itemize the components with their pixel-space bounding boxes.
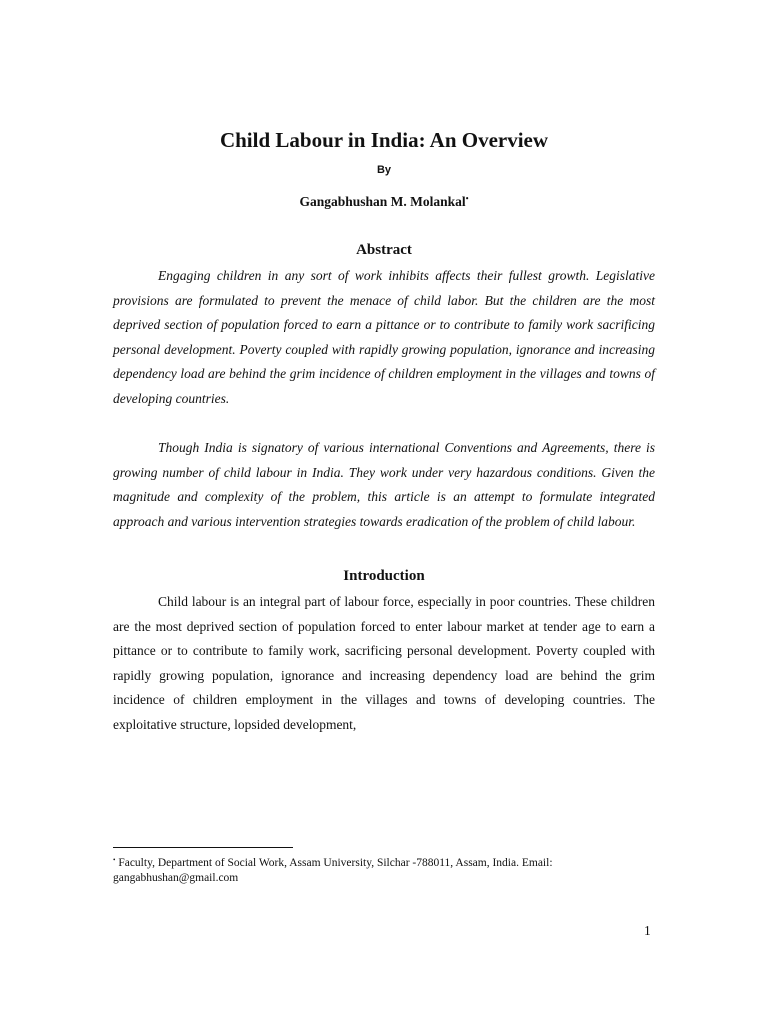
by-line: By [376, 164, 392, 176]
author-name: Gangabhushan M. Molankal [299, 194, 466, 209]
abstract-paragraph-2: Though India is signatory of various international Conventions and Agreements, there is growing number of child labour in India. They work under very hazardous conditions. Given the magnitude and complexity of the problem, this article is an attempt to formulate integrated approach and various intervention strategies towards eradication of the problem of child labour. [113, 440, 655, 529]
introduction-paragraph: Child labour is an integral part of labour force, especially in poor countries. These children are the most deprived section of population forced to enter labour market at tender age to earn a pittance or to contribute to family work, sacrificing personal development. Poverty coupled with rapidly growing population, ignorance and increasing dependency load are behind the grim incidence of children employment in the villages and towns of developing countries. The exploitative structure, lopsided development, [113, 594, 655, 732]
footnote-separator [113, 847, 293, 848]
footnote-text: Faculty, Department of Social Work, Assam University, Silchar -788011, Assam, India. Email: gangabhushan@gmail.com [113, 857, 553, 884]
page-number: 1 [644, 923, 651, 938]
abstract-paragraph-1: Engaging children in any sort of work inhibits affects their fullest growth. Legislative provisions are formulated to prevent the menace of child labor. But the children are the most deprived section of population forced to earn a pittance or to contribute to family work sacrificing personal development. Poverty coupled with rapidly growing population, ignorance and increasing dependency load are behind the grim incidence of children employment in the villages and towns of developing countries. [113, 268, 655, 406]
introduction-heading: Introduction [343, 568, 425, 584]
footnote [113, 853, 633, 886]
abstract-heading: Abstract [356, 242, 412, 258]
paper-title: Child Labour in India: An Overview [219, 128, 549, 152]
author-footnote-mark: • [465, 194, 469, 203]
author-line [0, 190, 768, 211]
footnote-mark: • [113, 856, 116, 864]
